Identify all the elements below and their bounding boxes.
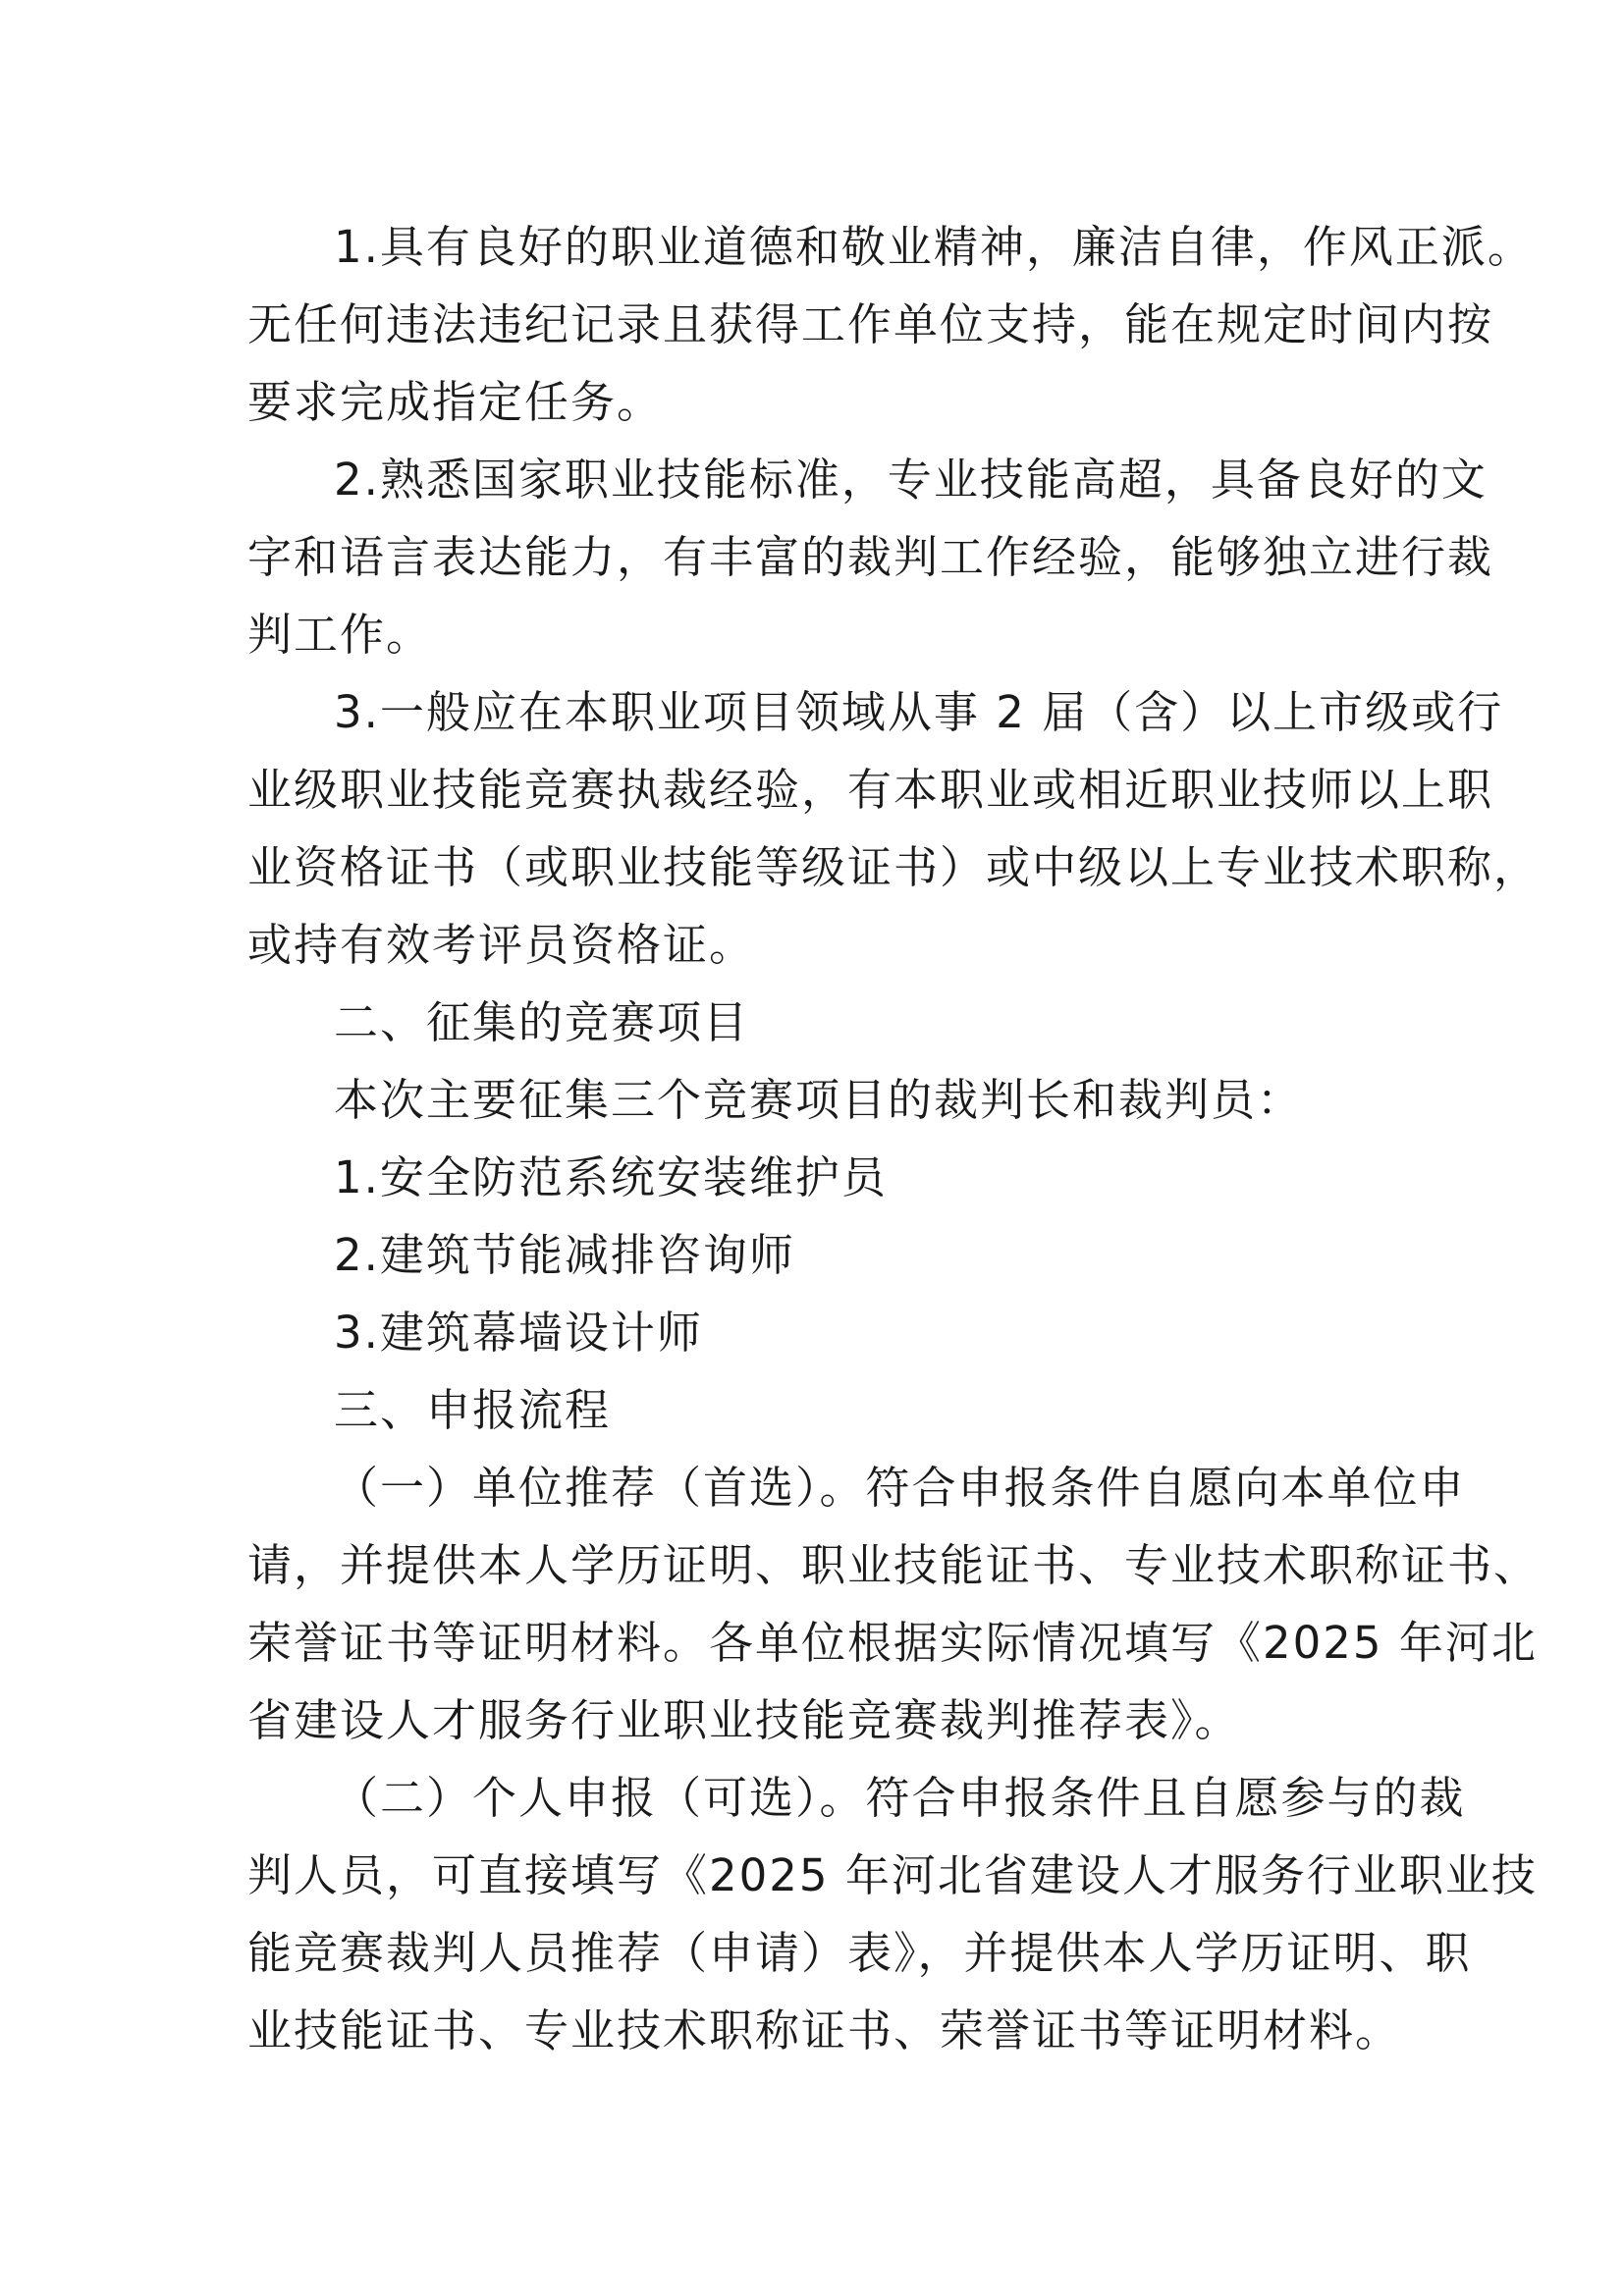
paragraph-line: 业技能证书、专业技术职称证书、荣誉证书等证明材料。: [247, 2004, 1402, 2056]
list-item: 1.安全防范系统安装维护员: [334, 1151, 888, 1203]
section-heading: 二、征集的竞赛项目: [334, 996, 750, 1048]
paragraph-line: 判工作。: [247, 609, 433, 661]
paragraph-line: 2.熟悉国家职业技能标准，专业技能高超，具备良好的文: [334, 454, 1488, 506]
paragraph-line: 本次主要征集三个竞赛项目的裁判长和裁判员：: [334, 1074, 1304, 1126]
paragraph-line: 业资格证书（或职业技能等级证书）或中级以上专业技术职称，: [247, 841, 1541, 893]
list-item: 2.建筑节能减排咨询师: [334, 1229, 795, 1281]
paragraph-line: 省建设人才服务行业职业技能竞赛裁判推荐表》。: [247, 1694, 1241, 1746]
paragraph-line: 或持有效考评员资格证。: [247, 919, 756, 971]
paragraph-line: 荣誉证书等证明材料。各单位根据实际情况填写《2025 年河北: [247, 1617, 1538, 1669]
paragraph-line: 字和语言表达能力，有丰富的裁判工作经验，能够独立进行裁: [247, 531, 1494, 583]
paragraph-line: 3.一般应在本职业项目领域从事 2 届（含）以上市级或行: [334, 686, 1504, 738]
paragraph-line: 要求完成指定任务。: [247, 376, 664, 428]
paragraph-line: 1.具有良好的职业道德和敬业精神，廉洁自律，作风正派。: [334, 221, 1534, 273]
paragraph-line: （一）单位推荐（首选）。符合申报条件自愿向本单位申: [334, 1462, 1466, 1514]
paragraph-line: 判人员，可直接填写《2025 年河北省建设人才服务行业职业技: [247, 1849, 1538, 1901]
section-heading: 三、申报流程: [334, 1384, 612, 1436]
paragraph-line: 能竞赛裁判人员推荐（申请）表》，并提供本人学历证明、职: [247, 1927, 1472, 1979]
paragraph-line: 请，并提供本人学历证明、职业技能证书、专业技术职称证书、: [247, 1539, 1541, 1591]
paragraph-line: （二）个人申报（可选）。符合申报条件且自愿参与的裁: [334, 1772, 1466, 1824]
list-item: 3.建筑幕墙设计师: [334, 1307, 703, 1359]
paragraph-line: 无任何违法违纪记录且获得工作单位支持，能在规定时间内按: [247, 298, 1494, 350]
paragraph-line: 业级职业技能竞赛执裁经验，有本职业或相近职业技师以上职: [247, 764, 1494, 816]
